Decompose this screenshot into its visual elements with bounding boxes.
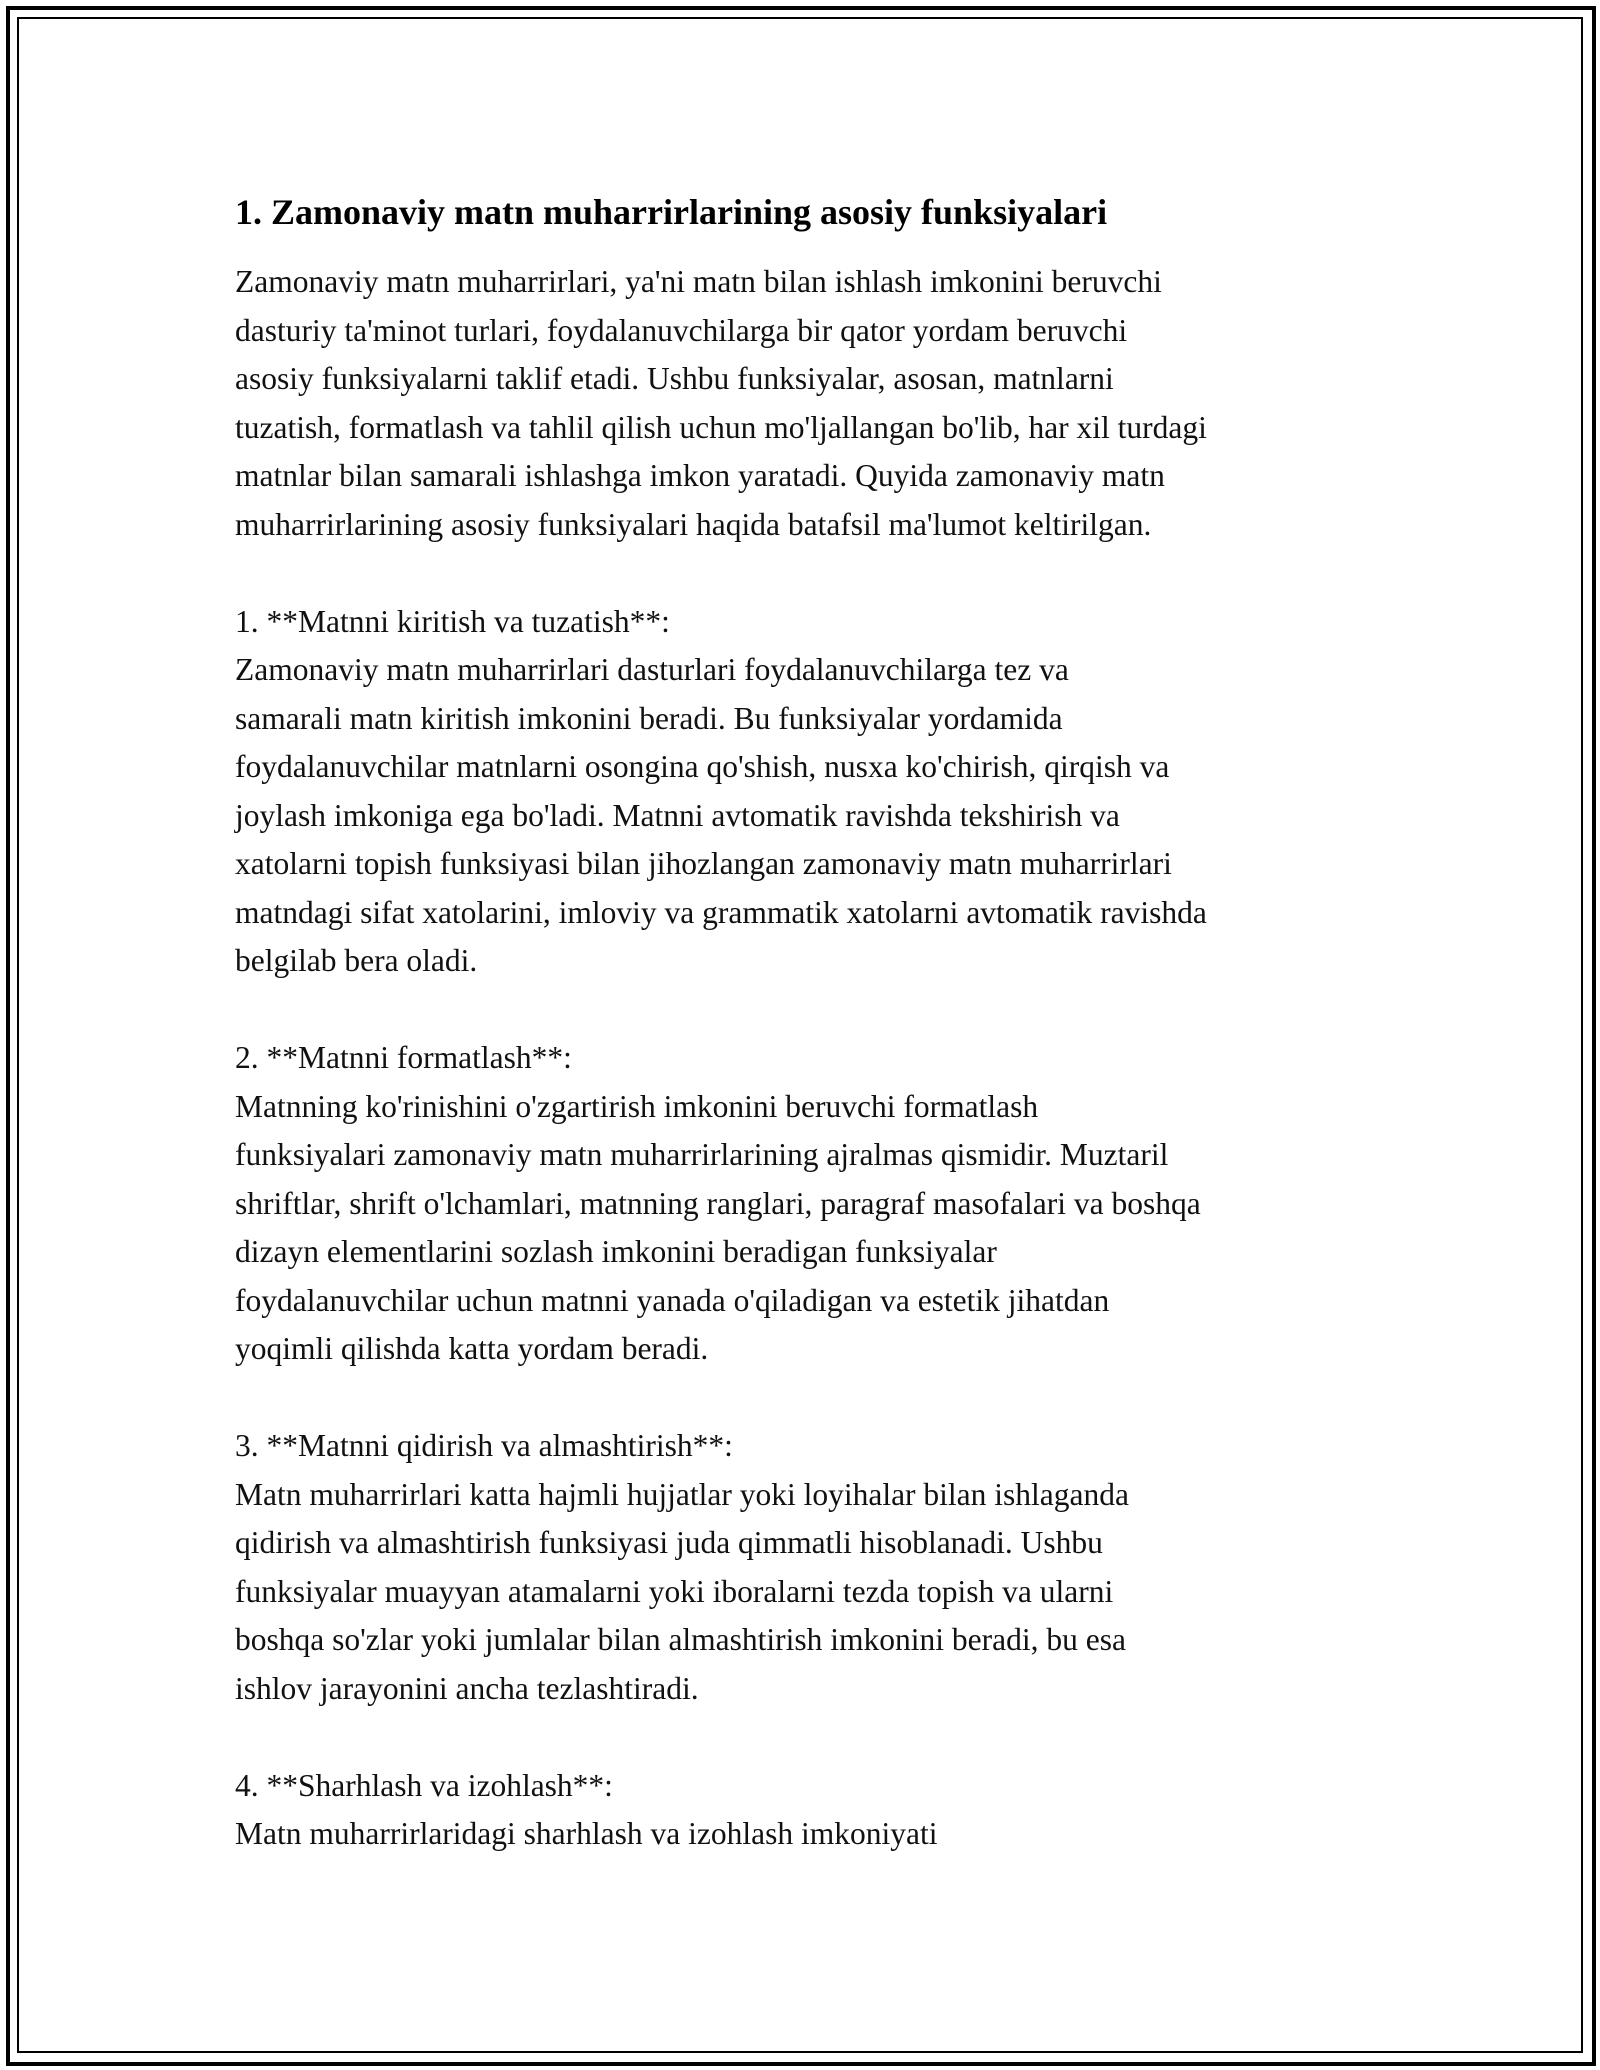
intro-paragraph: Zamonaviy matn muharrirlari, ya'ni matn bilan ishlash imkonini beruvchi dasturiy ta'minot turlari, foydalanuvchilarga bir qator yordam beruvchi asosiy funksiyalarni taklif etadi. Ushbu funksiyalar, asosan, matnlarni tuzatish, formatlash va tahlil qilish uchun mo'ljallangan bo'lib, har xil turdagi matnlar bilan samarali ishlashga imkon yaratadi. Quyida zamonaviy matn muharrirlarining asosiy funksiyalari haqida batafsil ma'lumot keltirilgan. xyxy=(235,264,1207,542)
section-body: Zamonaviy matn muharrirlari dasturlari foydalanuvchilarga tez va samarali matn kiritish imkonini beradi. Bu funksiyalar yordamida foydalanuvchilar matnlarni osongina qo'shish, nusxa ko'chirish, qirqish va joylash imkoniga ega bo'ladi. Matnni avtomatik ravishda tekshirish va xatolarni topish funksiyasi bilan jihozlangan zamonaviy matn muharrirlari matndagi sifat xatolarini, imloviy va grammatik xatolarni avtomatik ravishda belgilab bera oladi. xyxy=(235,652,1207,978)
page-title: 1. Zamonaviy matn muharrirlarining asosiy funksiyalari xyxy=(235,192,1108,232)
section-heading: 3. **Matnni qidirish va almashtirish**: xyxy=(235,1428,733,1463)
section-heading: 4. **Sharhlash va izohlash**: xyxy=(235,1767,613,1803)
section-1 xyxy=(235,598,1385,986)
section-2 xyxy=(235,1034,1385,1374)
section-heading: 2. **Matnni formatlash**: xyxy=(235,1040,572,1075)
section-3 xyxy=(235,1422,1385,1713)
section-heading: 1. **Matnni kiritish va tuzatish**: xyxy=(235,603,670,639)
paragraph-spacer xyxy=(235,1374,1385,1423)
section-body: Matn muharrirlaridagi sharhlash va izohlash imkoniyati xyxy=(235,1816,938,1851)
document-body xyxy=(235,188,1385,1859)
section-body: Matnning ko'rinishini o'zgartirish imkonini beruvchi formatlash funksiyalari zamonaviy matn muharrirlarining ajralmas qismidir. Muztaril shriftlar, shrift o'lchamlari, matnning ranglari, paragraf masofalari va boshqa dizayn elementlarini sozlash imkonini beradigan funksiyalar foydalanuvchilar uchun matnni yanada o'qiladigan va estetik jihatdan yoqimli qilishda katta yordam beradi. xyxy=(235,1088,1201,1366)
paragraph-spacer xyxy=(235,549,1385,598)
section-body: Matn muharrirlari katta hajmli hujjatlar yoki loyihalar bilan ishlaganda qidirish va almashtirish funksiyasi juda qimmatli hisoblanadi. Ushbu funksiyalar muayyan atamalarni yoki iboralarni tezda topish va ularni boshqa so'zlar yoki jumlalar bilan almashtirish imkonini beradi, bu esa ishlov jarayonini ancha tezlashtiradi. xyxy=(235,1476,1129,1706)
paragraph-spacer xyxy=(235,1713,1385,1762)
section-4 xyxy=(235,1762,1385,1859)
paragraph-spacer xyxy=(235,986,1385,1035)
